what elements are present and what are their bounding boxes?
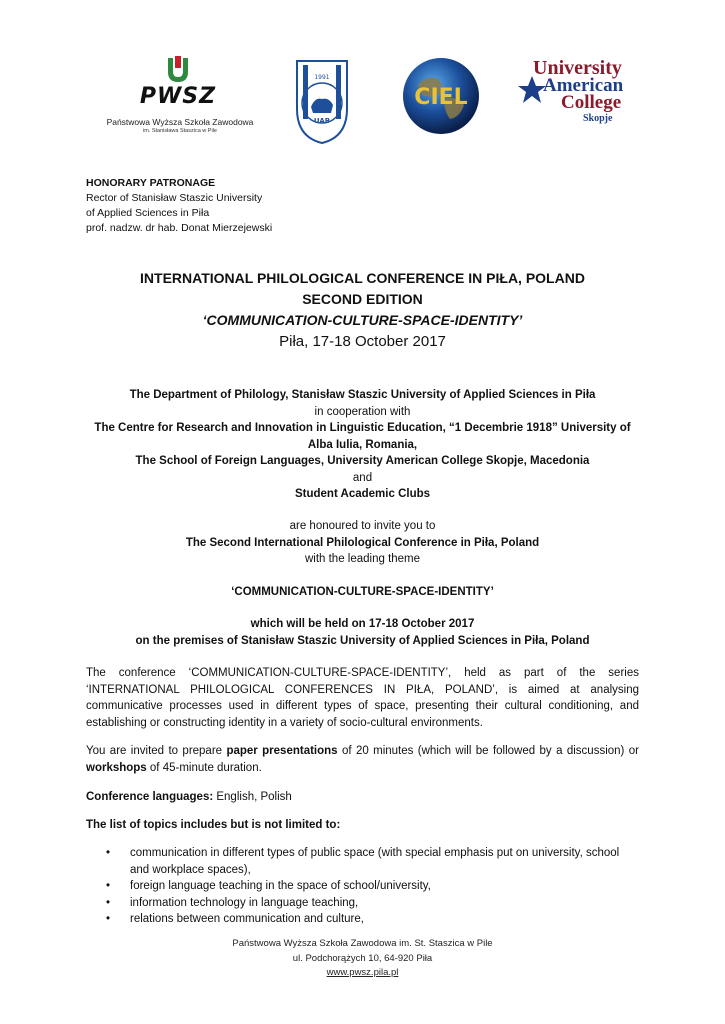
bullet-icon: •	[106, 896, 111, 909]
organizers-block	[86, 387, 639, 503]
organizer-centre-cont: Alba Iulia, Romania,	[307, 438, 418, 451]
ciel-logo	[400, 55, 482, 137]
presentation-paragraph	[86, 743, 639, 776]
uab-crest-icon	[291, 57, 353, 145]
patronage-heading: HONORARY PATRONAGE	[86, 177, 216, 189]
bullet-icon: •	[106, 847, 111, 859]
bullet-icon: •	[106, 913, 111, 925]
topic-text: information technology in language teaching,	[130, 896, 359, 909]
held-line: which will be held on 17-18 October 2017	[250, 618, 475, 630]
cooperation-text: in cooperation with	[314, 405, 411, 418]
invite-conference: The Second International Philological Conference in Piła, Poland	[185, 536, 540, 549]
title-date: Piła, 17-18 October 2017	[279, 333, 446, 350]
patronage-line: of Applied Sciences in Piła	[86, 207, 210, 219]
uac-logo	[517, 57, 635, 132]
list-item	[86, 911, 639, 928]
event-dates	[86, 616, 639, 649]
topics-heading: The list of topics includes but is not limited to:	[86, 819, 341, 831]
page-footer	[0, 937, 725, 981]
prep-text: of 45-minute duration.	[146, 761, 262, 774]
topic-text: foreign language teaching in the space of school/university,	[130, 880, 431, 892]
invite-line: are honoured to invite you to	[289, 520, 436, 532]
pwsz-emblem-icon	[165, 56, 191, 84]
topic-text: communication in different types of public space (with special emphasis put on university, school and workplace spaces),	[130, 847, 620, 876]
and-text: and	[352, 471, 373, 484]
list-item	[86, 878, 639, 895]
invitation-block	[86, 518, 639, 568]
paper-presentations-text: paper presentations	[226, 745, 338, 757]
organizer-centre: The Centre for Research and Innovation in Linguistic Education, “1 Decembrie 1918” University of	[94, 422, 631, 434]
pwsz-wordmark: PWSZ	[139, 84, 217, 109]
leading-theme: ‘COMMUNICATION-CULTURE-SPACE-IDENTITY’	[231, 586, 494, 598]
uac-line2: American	[543, 75, 624, 96]
workshops-text: workshops	[86, 761, 147, 774]
pwsz-subname: im. Stanisława Staszica w Pile	[143, 128, 217, 134]
footer-address: ul. Podchorążych 10, 64-920 Piła	[292, 952, 433, 964]
languages-paragraph	[86, 789, 639, 806]
pwsz-logo	[98, 54, 262, 134]
list-item	[86, 845, 639, 878]
prep-text: You are invited to prepare	[86, 745, 227, 757]
intro-paragraph: The conference ‘COMMUNICATION-CULTURE-SPACE-IDENTITY’, held as part of the series ‘INTERNATIONAL PHILOLOGICAL CONFERENCES IN PIŁA, POLAND’, is aimed at analysing communicative processes used in different types of space, presenting their cultural conditioning, and establishing or constructing identity in a variety of socio-cultural environments.	[86, 667, 639, 729]
held-venue: on the premises of Stanisław Staszic University of Applied Sciences in Piła, Poland	[135, 634, 590, 647]
topic-text: relations between communication and culture,	[130, 913, 364, 925]
topics-list	[86, 845, 639, 928]
uac-line1: University	[533, 57, 622, 79]
logo-row	[0, 52, 725, 152]
patronage-line: Rector of Stanisław Staszic University	[86, 192, 263, 204]
honorary-patronage	[86, 176, 272, 236]
uac-line3: College	[561, 92, 622, 113]
svg-text:1991: 1991	[314, 74, 330, 81]
list-item	[86, 895, 639, 912]
bullet-icon: •	[106, 880, 111, 892]
prep-text: of 20 minutes (which will be followed by a discussion) or	[337, 745, 639, 757]
conference-title	[0, 268, 725, 353]
organizer-dept: The Department of Philology, Stanisław Staszic University of Applied Sciences in Piła	[129, 389, 596, 401]
website-link[interactable]: www.pwsz.pila.pl	[326, 967, 399, 978]
svg-text:CIEL: CIEL	[414, 85, 468, 110]
title-theme: ‘COMMUNICATION-CULTURE-SPACE-IDENTITY’	[202, 312, 523, 328]
uab-logo	[291, 57, 353, 145]
patronage-line: prof. nadzw. dr hab. Donat Mierzejewski	[86, 222, 273, 234]
languages-label: Conference languages:	[86, 791, 214, 803]
globe-icon	[400, 55, 482, 137]
invite-line: with the leading theme	[304, 553, 421, 565]
footer-institution: Państwowa Wyższa Szkoła Zawodowa im. St. Staszica w Pile	[232, 938, 493, 949]
languages-value: English, Polish	[213, 791, 292, 803]
svg-text:UAB: UAB	[313, 117, 331, 125]
uac-line4: Skopje	[583, 113, 613, 124]
title-edition: SECOND EDITION	[302, 291, 423, 307]
organizer-school: The School of Foreign Languages, University American College Skopje, Macedonia	[135, 455, 590, 467]
pwsz-name: Państwowa Wyższa Szkoła Zawodowa	[106, 117, 254, 127]
organizer-clubs: Student Academic Clubs	[294, 488, 431, 500]
title-line: INTERNATIONAL PHILOLOGICAL CONFERENCE IN PIŁA, POLAND	[140, 270, 585, 286]
